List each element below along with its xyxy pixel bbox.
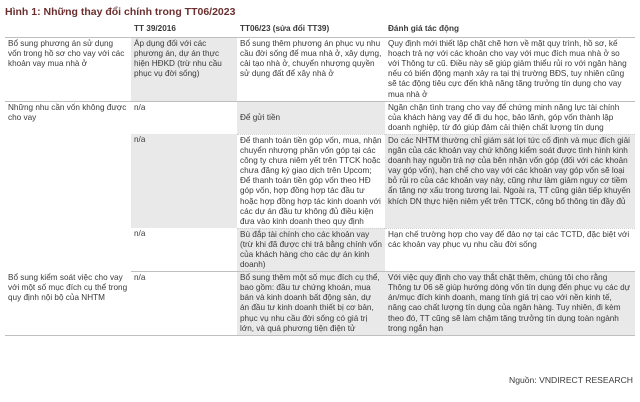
impact-cell: Hạn chế trường hợp cho vay để đảo nợ tại các TCTD, đặc biệt với các khoản vay phục vụ nhu cầu đời sống [385,228,635,271]
category-cell: Những nhu cần vốn không được cho vay [8,102,127,122]
figure-title: Hình 1: Những thay đổi chính trong TT06/2023 [5,6,236,18]
category-cell: Bổ sung phương án sử dụng vốn trong hồ sơ cho vay với các khoản vay mua nhà ở [5,38,131,102]
impact-cell: Quy định mới thiết lập chặt chẽ hơn về mặt quy trình, hồ sơ, kế hoạch trả nợ với các khoản cho vay với mục đích mua nhà ở so với Thông tư cũ. Điều này sẽ giúp giảm thiểu rủi ro với ngân hàng nếu có biến động mạnh xảy ra tại thị trường BĐS, tuy nhiên cũng sẽ tác động tiêu cực đến khả năng tăng trưởng tín dụng cho vay mua nhà ở [385,38,635,102]
impact-cell: Với việc quy định cho vay thắt chặt thêm, chúng tôi cho rằng Thông tư 06 sẽ giúp hướng dòng vốn tín dụng đến phục vụ các dự án/mục đích kinh doanh, mang tính giá trị cao với nền kinh tế, nâng cao chất lượng tín dụng của ngân hàng. Tuy nhiên, đi kèm theo đó, TT cũng sẽ làm chậm tăng trưởng tín dụng toàn ngành trong ngắn hạn [385,272,635,336]
tt06-cell: Bổ sung thêm phương án phục vụ nhu cầu đời sống để mua nhà ở, xây dựng, cải tạo nhà ở, chuyển nhượng quyền sử dụng đất để xây nhà ở [237,38,385,102]
tt06-cell: Bù đắp tài chính cho các khoản vay (trừ khi đã được chi trả bằng chính vốn của khách hàng cho các dự án kinh doanh) [237,228,385,271]
header-tt06: TT06/23 (sửa đổi TT39) [237,22,385,38]
header-blank [5,22,131,38]
tt39-cell: Áp dụng đối với các phương án, dự án thực hiện HĐKD (trừ nhu cầu phục vụ đời sống) [131,38,237,102]
tt06-cell: Để thanh toán tiền góp vốn, mua, nhận chuyển nhượng phần vốn góp tại các công ty chưa niêm yết trên TTCK hoặc chưa đăng ký giao dịch trên Upcom; Để thanh toán tiền góp vốn theo HĐ góp vốn, hợp đồng hợp tác đầu tư hoặc hợp đồng hợp tác kinh doanh với các dự án đầu tư không đủ điều kiện đưa vào kinh doanh theo quy định [237,134,385,228]
source-note: Nguồn: VNDIRECT RESEARCH [508,375,633,385]
tt06-cell: Để gửi tiền [237,101,385,134]
table-header-row [5,22,635,38]
category-cell: Bổ sung kiểm soát việc cho vay với một số mục đích cụ thể trong quy định nội bộ của NHTM [5,272,131,336]
header-tt39: TT 39/2016 [131,22,237,38]
header-impact: Đánh giá tác động [385,22,635,38]
tt39-cell: n/a [131,228,237,271]
table-row [5,101,635,134]
tt39-cell: n/a [131,134,237,228]
tt39-cell: n/a [134,102,146,112]
table-row [5,38,635,102]
impact-cell: Ngăn chặn tình trạng cho vay để chứng minh năng lực tài chính của khách hàng vay để đi du học, bảo lãnh, góp vốn thành lập doanh nghiệp, từ đó giúp đảm cải thiện chất lượng tín dụng [385,101,635,134]
comparison-table [5,22,635,336]
table-row [5,272,635,336]
tt06-cell: Bổ sung thêm một số mục đích cụ thể, bao gồm: đầu tư chứng khoán, mua bán và kinh doanh bất động sản, dự án đầu tư kinh doanh thiết bị cơ bản, phục vụ nhu cầu đời sống có giá trị lớn, và quá phương tiện điện tử [237,272,385,336]
tt39-cell: n/a [131,272,237,336]
impact-cell: Do các NHTM thường chỉ giám sát lợi tức cố định và mục đích giải ngân của các khoản vay chứ không kiểm soát được tình hình kinh doanh hay nguồn trả nợ của bên nhận vốn góp (đối với các khoản vay góp vốn), hạn chế cho vay với các khoản vay góp vốn sẽ loại bỏ rủi ro của các khoản vay này, cũng như làm giảm nguy cơ tiềm ẩn tăng nợ xấu trong tương lai. Ngoài ra, TT cũng giản tiếp khuyến khích DN thực hiện niêm yết trên TTCK, công bố thông tin đầy đủ [385,134,635,228]
